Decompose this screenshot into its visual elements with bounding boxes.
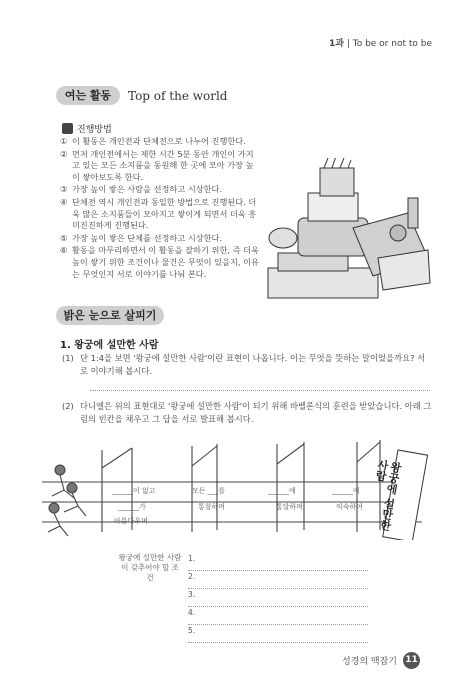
steps-list	[60, 136, 260, 281]
list-item: ⑤ 가장 높이 쌓은 단체를 선정하고 시상한다.	[60, 232, 223, 243]
list-item: ③ 가장 높이 쌓은 사람을 선정하고 시상한다.	[60, 184, 223, 195]
section-badge-opening: 여는 활동	[56, 86, 120, 105]
answer-line	[90, 390, 430, 391]
list-item: ④ 단체전 역시 개인전과 동일한 방법으로 진행된다. 더욱 많은 소지품들이 모아지고 쌓이게 되면서 더욱 흥미진진하게 진행된다.	[60, 196, 257, 231]
section-badge-observe: 밝은 눈으로 살피기	[56, 306, 164, 325]
conditions-list	[188, 553, 368, 643]
method-icon	[62, 123, 73, 134]
method-label: 진행방법	[77, 125, 112, 135]
chapter-title: To be or not to be	[352, 39, 432, 49]
page-footer	[342, 652, 420, 669]
chapter-header: 1과 | To be or not to be	[328, 39, 432, 49]
hurdle-race-illustration	[42, 440, 442, 540]
blank-1-top[interactable]: ______이 없고	[112, 487, 156, 495]
blank-3-top[interactable]: ______에	[268, 487, 296, 495]
blank-3-mid: 통달하며	[276, 503, 304, 511]
blank-1-mid[interactable]: ______가	[118, 503, 146, 511]
stacked-belongings-illustration	[258, 158, 436, 308]
condition-line[interactable]: 1.	[188, 553, 368, 571]
list-item: ⑥ 활동을 마무리하면서 이 활동을 잘하기 위한, 즉 더욱 높이 쌓기 위한 조건이나 물건은 무엇이 있을지, 이유는 무엇인지 서로 이야기를 나눠 본다.	[60, 245, 259, 279]
chapter-number: 1과	[328, 39, 344, 49]
question-1: (1) 단 1:4을 보면 '왕궁에 설만한 사람'이란 표현이 나옵니다. 이는 무엇을 뜻하는 말이었을까요? 서로 이야기해 봅시다.	[62, 353, 426, 376]
book-title: 성경의 맥잡기	[341, 657, 397, 667]
conditions-label: 왕궁에 설만한 사람이 갖추어야 할 조건	[118, 553, 182, 582]
condition-line[interactable]: 5.	[188, 625, 368, 643]
blank-4-top[interactable]: ______에	[332, 487, 360, 495]
page-number: 11	[403, 652, 420, 669]
blank-2-top[interactable]: 모든 ___를	[192, 487, 226, 495]
blank-2-mid: 통찰하며	[198, 503, 226, 511]
method-heading	[62, 122, 112, 135]
section-title: Top of the world	[128, 89, 228, 103]
condition-line[interactable]: 4.	[188, 607, 368, 625]
question-2: (2) 다니엘은 위의 표현대로 '왕궁에 설만한 사람'이 되기 위해 바벨론식의 훈련을 받았습니다. 아래 그림의 빈칸을 채우고 그 답을 서로 발표해 봅시다.	[62, 401, 432, 424]
blank-1-bottom: 아름다우며	[114, 517, 148, 525]
list-item: ① 이 활동은 개인전과 단체전으로 나누어 진행한다.	[60, 136, 246, 146]
question-title: 1. 왕궁에 설만한 사람	[60, 340, 159, 351]
condition-line[interactable]: 3.	[188, 589, 368, 607]
blank-4-mid: 익숙하여	[336, 503, 364, 511]
banner-text: 왕궁에 설만한 사람	[373, 458, 403, 532]
condition-line[interactable]: 2.	[188, 571, 368, 589]
list-item: ② 먼저 개인전에서는 제한 시간 5분 동안 개인이 가지고 있는 모든 소지품을 동원해 한 곳에 모아 가장 높이 쌓아보도록 한다.	[60, 148, 254, 182]
